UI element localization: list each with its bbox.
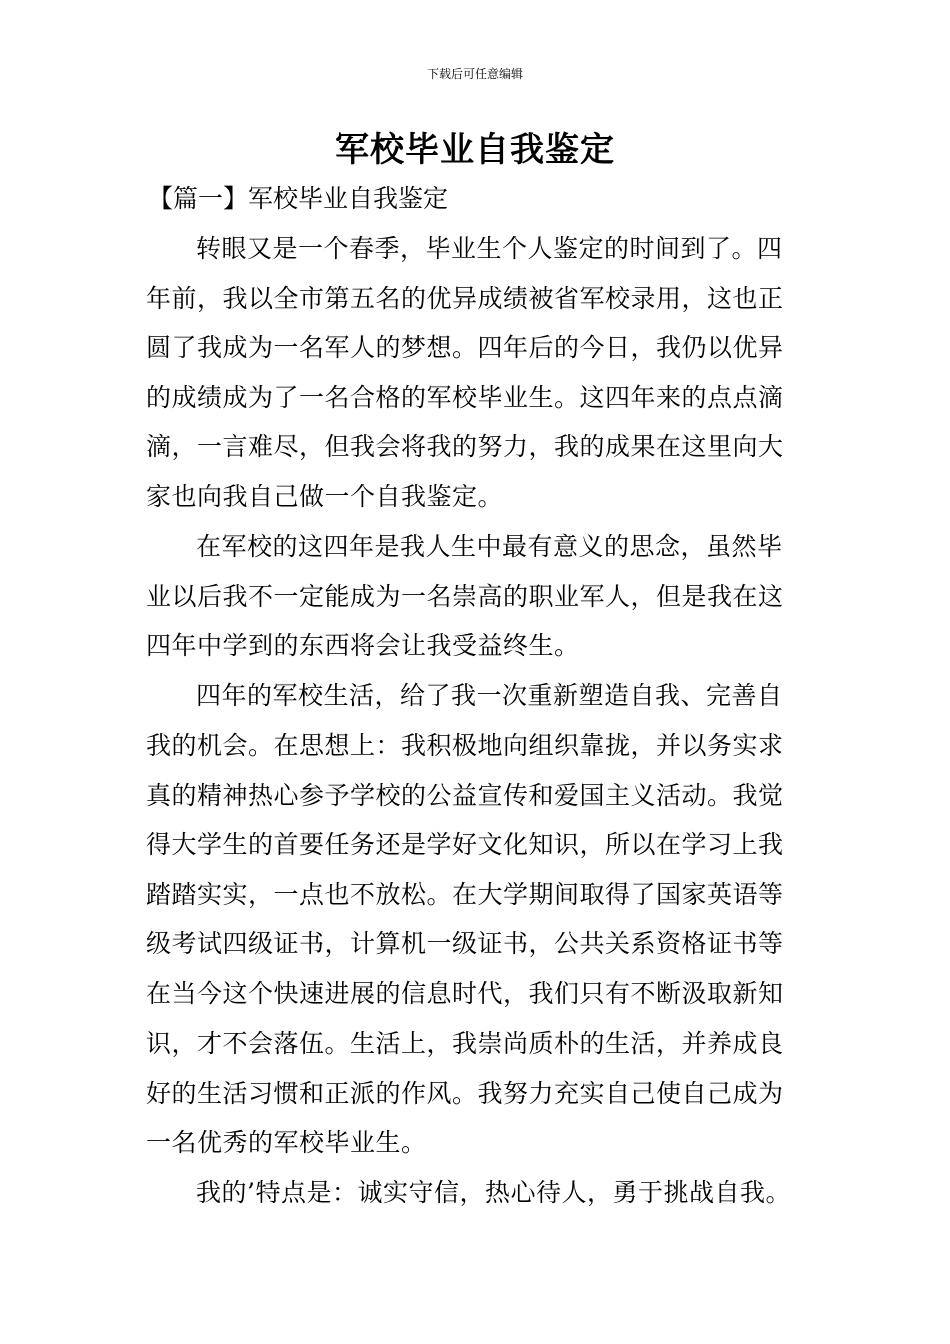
paragraph-line: 滴，一言难尽，但我会将我的努力，我的成果在这里向大 bbox=[146, 432, 784, 461]
section-heading: 【篇一】军校毕业自我鉴定 bbox=[148, 184, 449, 213]
paragraph-line: 圆了我成为一名军人的梦想。四年后的今日，我仍以优异 bbox=[146, 333, 784, 362]
paragraph-line: 在当今这个快速进展的信息时代，我们只有不断汲取新知 bbox=[146, 979, 784, 1008]
paragraph-line: 业以后我不一定能成为一名崇高的职业军人，但是我在这 bbox=[146, 582, 784, 611]
paragraph-line: 在军校的这四年是我人生中最有意义的思念，虽然毕 bbox=[196, 532, 783, 561]
paragraph-line: 四年的军校生活，给了我一次重新塑造自我、完善自 bbox=[196, 681, 783, 710]
paragraph-line: 得大学生的首要任务还是学好文化知识，所以在学习上我 bbox=[146, 830, 784, 859]
paragraph-line: 真的精神热心参予学校的公益宣传和爱国主义活动。我觉 bbox=[146, 781, 784, 810]
paragraph-line: 识，才不会落伍。生活上，我崇尚质朴的生活，并养成良 bbox=[146, 1029, 784, 1058]
header-note: 下载后可任意编辑 bbox=[426, 67, 523, 81]
paragraph-line: 一名优秀的军校毕业生。 bbox=[146, 1128, 427, 1157]
paragraph-line: 我的’特点是：诚实守信，热心待人，勇于挑战自我。 bbox=[196, 1178, 791, 1207]
paragraph-line: 的成绩成为了一名合格的军校毕业生。这四年来的点点滴 bbox=[146, 383, 784, 412]
paragraph-line: 我的机会。在思想上：我积极地向组织靠拢，并以务实求 bbox=[146, 731, 784, 760]
paragraph-line: 家也向我自己做一个自我鉴定。 bbox=[146, 482, 504, 511]
document-title: 军校毕业自我鉴定 bbox=[335, 130, 615, 170]
paragraph-line: 四年中学到的东西将会让我受益终生。 bbox=[146, 631, 580, 660]
paragraph-line: 好的生活习惯和正派的作风。我努力充实自己使自己成为 bbox=[146, 1079, 784, 1108]
paragraph-line: 踏踏实实，一点也不放松。在大学期间取得了国家英语等 bbox=[146, 880, 784, 909]
paragraph-line: 级考试四级证书，计算机一级证书，公共关系资格证书等 bbox=[146, 929, 784, 958]
paragraph-line: 年前，我以全市第五名的优异成绩被省军校录用，这也正 bbox=[146, 284, 784, 313]
paragraph-line: 转眼又是一个春季，毕业生个人鉴定的时间到了。四 bbox=[196, 234, 783, 263]
